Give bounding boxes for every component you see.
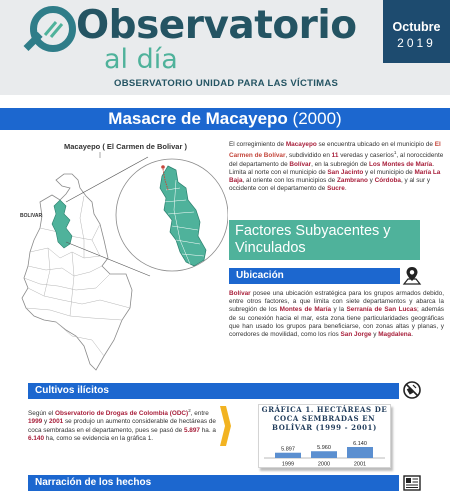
highlighted-term: Los Montes de María [369, 160, 433, 168]
text-run: se encuentra ubicado en el municipio de [316, 141, 435, 148]
highlighted-term: Bolívar [229, 290, 251, 297]
chart-category-label: 1999 [281, 461, 295, 468]
cultivos-heading: Cultivos ilícitos [28, 383, 399, 399]
logo-stripes-icon [41, 18, 65, 40]
header-tagline: OBSERVATORIO UNIDAD PARA LAS VÍCTIMAS [114, 78, 339, 89]
highlighted-term: Córdoba [374, 176, 401, 184]
highlighted-term: 5.897 [183, 426, 200, 434]
text-run: y el municipio de [363, 168, 415, 176]
text-run: y [371, 331, 379, 339]
page-title-year: (2000) [287, 109, 342, 128]
cultivos-paragraph [28, 407, 217, 443]
newspaper-icon [402, 474, 422, 492]
highlighted-term: San Jorge [340, 331, 372, 339]
text-run: y la [331, 306, 347, 314]
highlighted-term: San Jacinto [327, 168, 364, 176]
text-run: , en la subregión de [311, 160, 369, 168]
text-run: , al noroccidente del departamento de [229, 152, 444, 168]
highlighted-term: El Carmen de Bolívar [229, 141, 441, 160]
text-run: . [411, 331, 413, 339]
chart-bar-2000 [311, 451, 337, 458]
highlighted-term: Serranía de San Lucas [346, 306, 418, 314]
highlighted-term: Sucre [327, 185, 345, 193]
highlighted-term: Observatorio de Drogas de Colombia (ODC) [55, 410, 189, 418]
text-run: . Limita al norte con el municipio de [229, 160, 434, 176]
text-run: veredas y caseríos [338, 152, 394, 160]
text-run: y [367, 176, 375, 184]
chart-title: GRÁFICA 1. HECTÁREAS DE COCA SEMBRADAS EN BOLÍVAR (1999 - 2001) [261, 405, 388, 432]
text-run: ha, como se evidencia en la gráfica 1. [44, 434, 154, 442]
highlighted-term: María La Baja [229, 168, 441, 184]
arrow-chevron-icon [220, 406, 231, 446]
chart-bar-1999 [275, 453, 301, 458]
text-run: , subdividido en [285, 152, 332, 160]
bolivar-map-label: BOLIVAR [20, 213, 43, 219]
intro-paragraph [229, 141, 444, 193]
chart-value-label: 5.960 [317, 445, 331, 452]
map-location-label: Macayepo ( El Carmen de Bolivar ) [64, 142, 187, 151]
text-run: Según el [28, 410, 56, 418]
chart-category-label: 2000 [317, 461, 331, 468]
text-run: . [344, 185, 347, 193]
text-run: El corregimiento de [229, 141, 286, 148]
colombia-outline [22, 174, 132, 370]
text-run: , y al sur y occidente con el departamento de [229, 176, 431, 193]
date-badge [383, 0, 450, 63]
highlighted-term: Macayepo [285, 141, 317, 148]
text-run: , entre [190, 410, 209, 418]
highlighted-term: Montes de María [279, 306, 332, 314]
text-run: y [42, 418, 49, 426]
logo-title: Observatorio [76, 3, 357, 48]
coca-bar-chart [258, 436, 391, 468]
highlighted-term: Bolívar [289, 160, 312, 168]
text-run: se produjo un aumento considerable de hectáreas de coca sembradas en el departamento, pues se pasó de [28, 418, 216, 434]
date-month: Octubre [392, 20, 441, 34]
ubicacion-heading: Ubicación [229, 268, 400, 284]
footnote-marker: 2 [188, 408, 191, 413]
text-run: ha. a [199, 426, 216, 434]
page-title [0, 108, 450, 130]
factores-heading: Factores Subyacentes y Vinculados [229, 220, 420, 260]
date-year: 2019 [397, 36, 436, 50]
highlighted-term: 2001 [48, 418, 64, 426]
text-run: , al oriente con los municipios de [242, 176, 337, 184]
logo-subtitle: al día [104, 44, 178, 75]
highlighted-term: Zambrano [337, 176, 368, 184]
text-run: posee una ubicación estratégica para los grupos armados debido, entre otros factores, a que limita con siete departamentos y abarca la subregión de los [229, 290, 444, 314]
narracion-heading: Narración de los hechos [28, 475, 399, 491]
chart-value-label: 6.140 [353, 441, 367, 447]
ubicacion-paragraph [229, 290, 444, 339]
text-run: ; además de su conexión hacia el mar, esta zona tiene particularidades geográficas que han usado los grupos para beneficiarse, con zonas altas y planas, y corredores de movilidad, como los ríos [229, 306, 444, 339]
chart-category-label: 2001 [353, 461, 367, 468]
chart-bar-2001 [347, 447, 373, 458]
chart-value-label: 5.897 [281, 446, 295, 453]
footnote-marker: 1 [393, 150, 397, 156]
highlighted-term: Magdalena [378, 331, 412, 339]
highlighted-term: 6.140 [28, 434, 44, 442]
page-title-main: Masacre de Macayepo [108, 109, 288, 128]
highlighted-term: 11 [331, 152, 339, 160]
highlighted-term: 1999 [28, 418, 43, 426]
map-pin-icon [402, 265, 422, 285]
colombia-map [0, 140, 228, 378]
no-drugs-icon [402, 380, 422, 400]
